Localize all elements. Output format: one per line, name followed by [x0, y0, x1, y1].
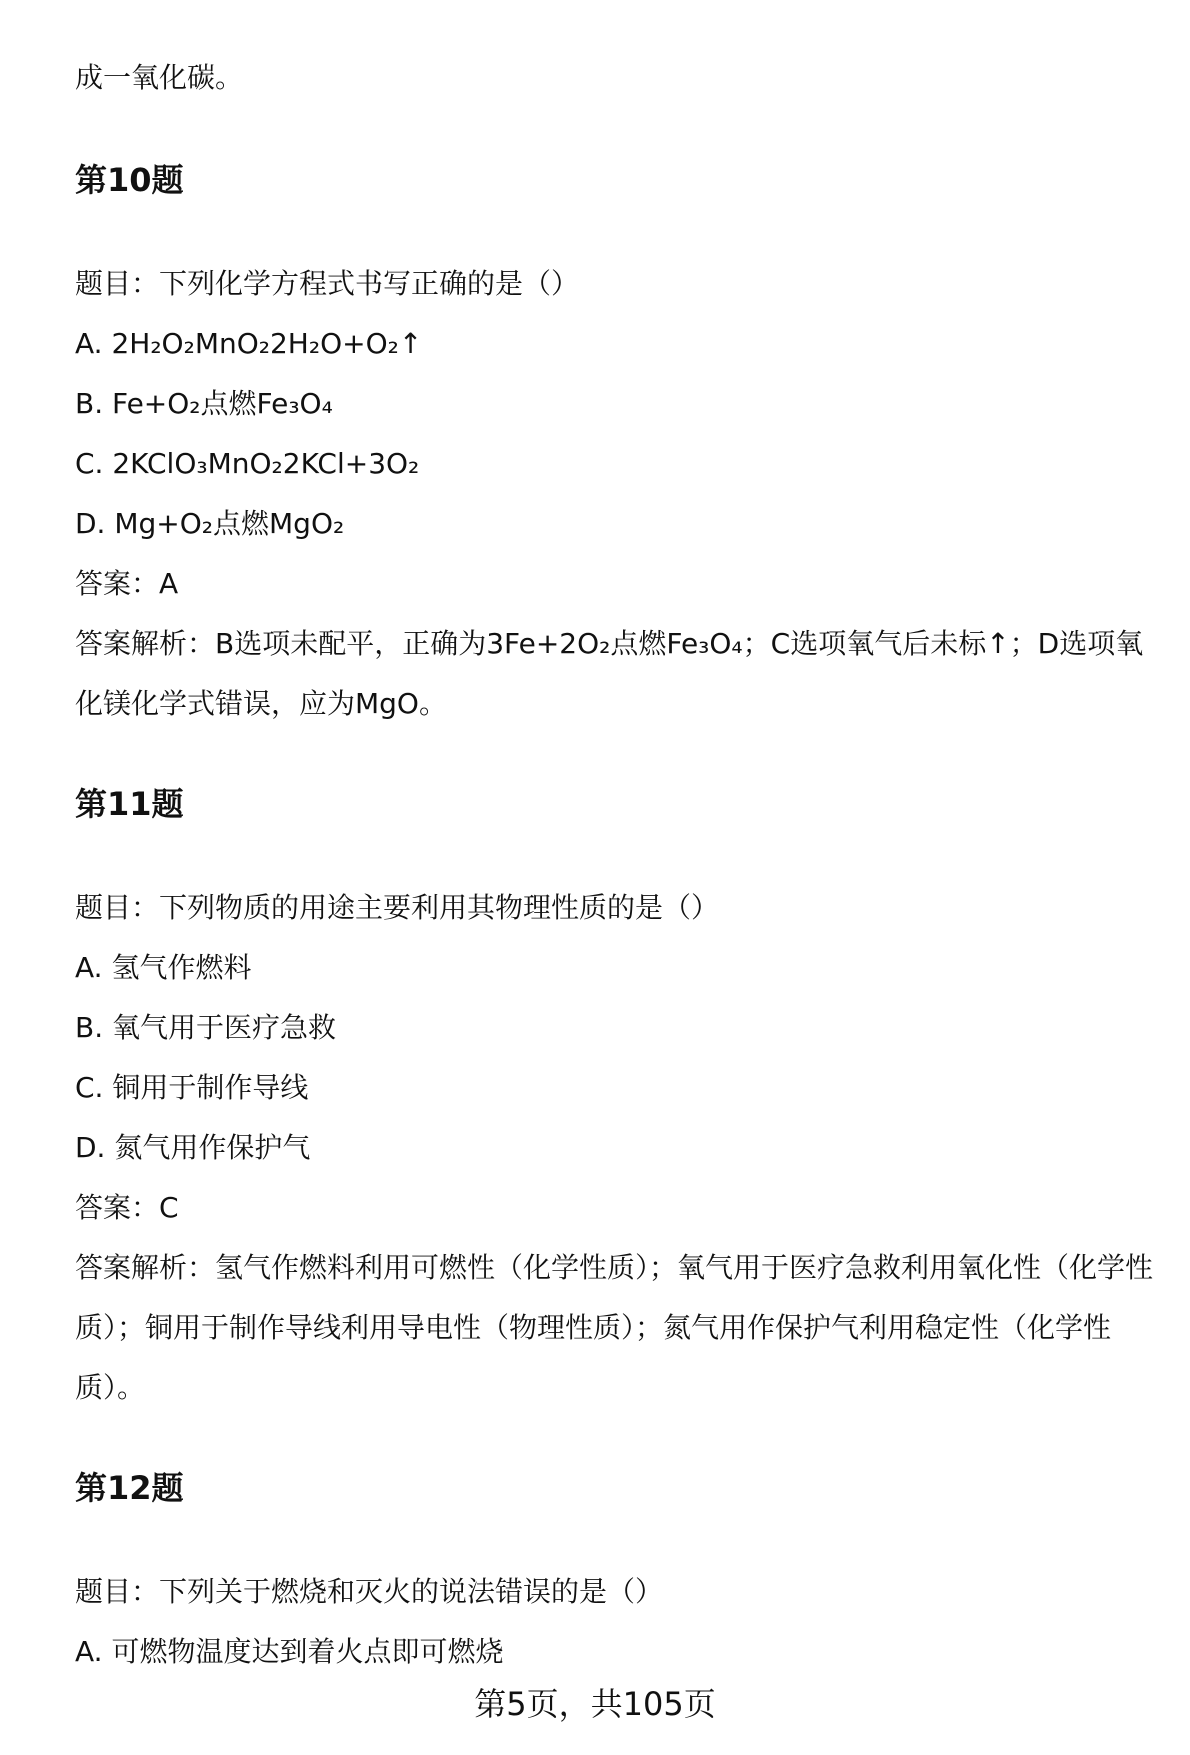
question-stem: 题目：下列关于燃烧和灭火的说法错误的是（） — [75, 1575, 664, 1608]
answer-analysis: 答案解析：B选项未配平，正确为3Fe+2O₂点燃Fe₃O₄；C选项氧气后未标↑；D选项氧化镁化学式错误，应为MgO。 — [75, 627, 1144, 720]
option-b: B. 氧气用于医疗急救 — [75, 1011, 337, 1044]
option-d: D. Mg+O₂点燃MgO₂ — [75, 507, 345, 540]
question-10 — [75, 156, 1155, 734]
option-c: C. 2KClO₃MnO₂2KCl+3O₂ — [75, 447, 420, 480]
question-title: 第10题 — [75, 161, 184, 199]
page-content — [75, 48, 1155, 1682]
question-title: 第12题 — [75, 1469, 184, 1507]
option-a: A. 2H₂O₂MnO₂2H₂O+O₂↑ — [75, 327, 423, 360]
answer-analysis: 答案解析：氢气作燃料利用可燃性（化学性质）；氧气用于医疗急救利用氧化性（化学性质）；铜用于制作导线利用导电性（物理性质）；氮气用作保护气利用稳定性（化学性质）。 — [75, 1251, 1154, 1404]
question-stem: 题目：下列物质的用途主要利用其物理性质的是（） — [75, 891, 720, 924]
option-a: A. 氢气作燃料 — [75, 951, 252, 984]
option-a: A. 可燃物温度达到着火点即可燃烧 — [75, 1635, 504, 1668]
question-11 — [75, 780, 1155, 1418]
intro-tail-text: 成一氧化碳。 — [75, 61, 244, 94]
option-c: C. 铜用于制作导线 — [75, 1071, 309, 1104]
page-number-footer: 第5页，共105页 — [474, 1685, 716, 1723]
question-title: 第11题 — [75, 785, 184, 823]
option-b: B. Fe+O₂点燃Fe₃O₄ — [75, 387, 333, 420]
option-d: D. 氮气用作保护气 — [75, 1131, 311, 1164]
answer: 答案：C — [75, 1191, 179, 1224]
question-12 — [75, 1464, 1155, 1682]
answer: 答案：A — [75, 567, 179, 600]
question-stem: 题目：下列化学方程式书写正确的是（） — [75, 267, 580, 300]
